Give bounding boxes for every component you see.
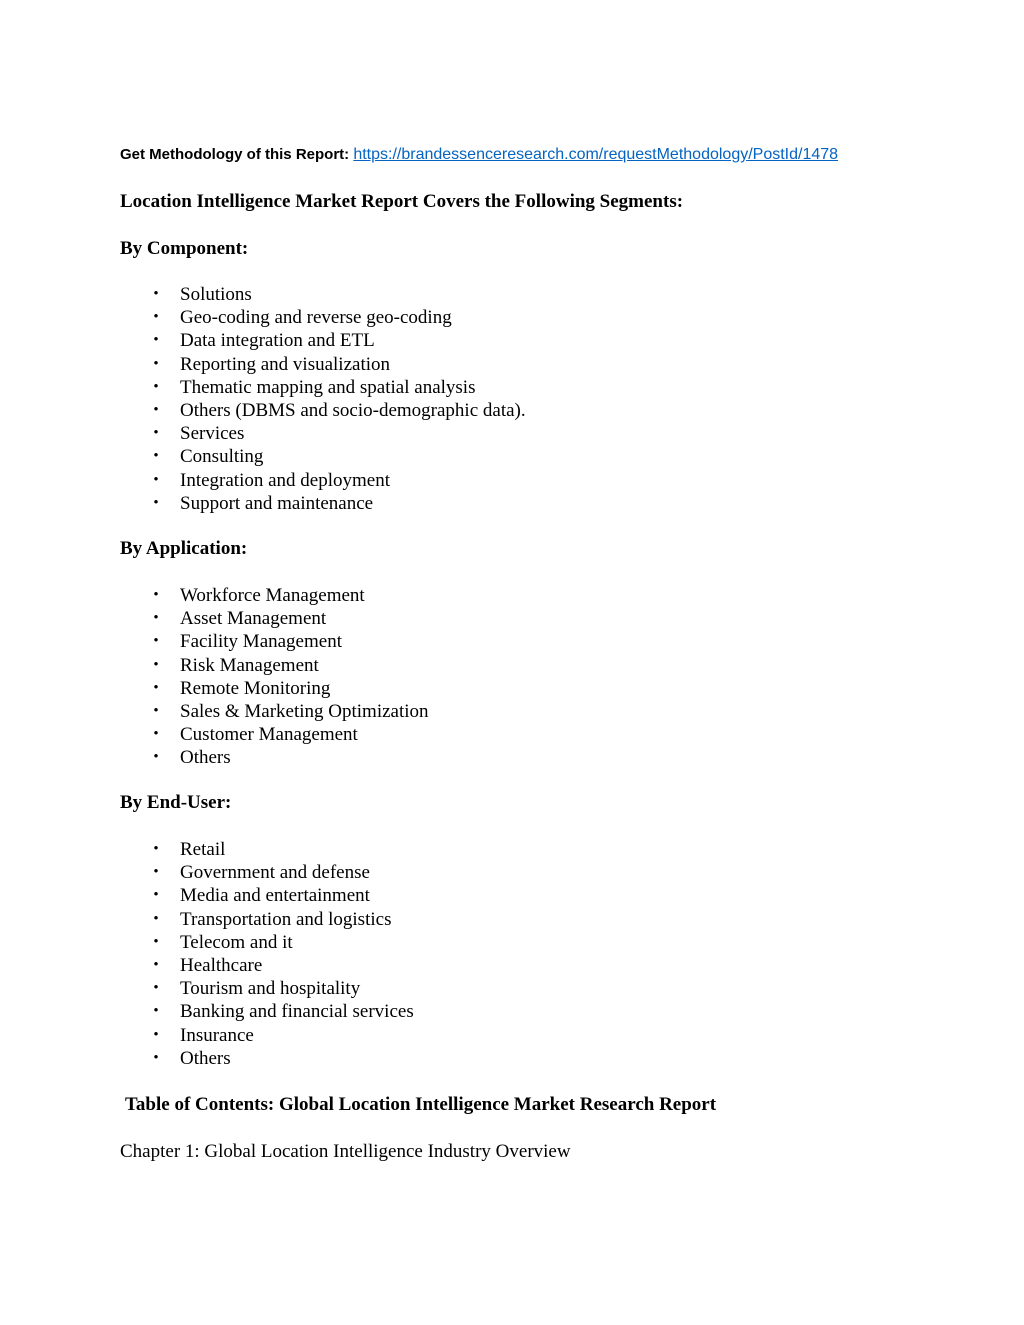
bullet-icon: • (153, 887, 159, 904)
list-item (150, 908, 414, 931)
bullet-icon: • (153, 933, 159, 950)
by-end-user-list (150, 838, 414, 1070)
list-item-text: Retail (180, 839, 226, 860)
list-item (150, 445, 526, 468)
bullet-icon: • (153, 749, 159, 766)
list-item-text: Support and maintenance (180, 492, 374, 514)
segments-title: Location Intelligence Market Report Covers the Following Segments: (120, 191, 684, 212)
list-item-text: Data integration and ETL (180, 330, 375, 352)
bullet-icon: • (153, 448, 159, 465)
list-item-text: Thematic mapping and spatial analysis (180, 376, 476, 398)
list-item-text: Others (DBMS and socio-demographic data). (180, 399, 526, 421)
list-item (150, 861, 414, 884)
list-item (150, 492, 526, 515)
list-item (150, 977, 414, 1000)
list-item-text: Consulting (180, 446, 264, 468)
bullet-icon: • (153, 1003, 159, 1020)
bullet-icon: • (153, 726, 159, 743)
bullet-icon: • (153, 425, 159, 442)
bullet-icon: • (153, 332, 159, 349)
bullet-icon: • (153, 702, 159, 719)
list-item-text: Customer Management (180, 724, 358, 746)
toc-title: Table of Contents: Global Location Intelligence Market Research Report (125, 1094, 717, 1115)
list-item-text: Healthcare (180, 954, 263, 976)
by-end-user-heading: By End-User: (120, 792, 232, 813)
list-item (150, 654, 429, 677)
by-component-heading: By Component: (120, 238, 249, 259)
bullet-icon: • (153, 355, 159, 372)
bullet-icon: • (153, 841, 159, 857)
list-item-text: Asset Management (180, 608, 327, 630)
list-item (150, 954, 414, 977)
methodology-line (120, 144, 838, 166)
list-item-text: Remote Monitoring (180, 677, 331, 699)
bullet-icon: • (153, 679, 159, 696)
list-item (150, 584, 429, 607)
list-item (150, 1000, 414, 1023)
list-item-text: Government and defense (180, 862, 370, 884)
bullet-icon: • (153, 587, 159, 603)
bullet-icon: • (153, 633, 159, 650)
list-item (150, 329, 526, 352)
bullet-icon: • (153, 1049, 159, 1066)
bullet-icon: • (153, 864, 159, 881)
list-item-text: Transportation and logistics (180, 908, 392, 930)
list-item-text: Banking and financial services (180, 1001, 414, 1023)
list-item-text: Others (180, 747, 231, 769)
list-item-text: Media and entertainment (180, 885, 370, 907)
chapter-1-line: Chapter 1: Global Location Intelligence Industry Overview (120, 1141, 571, 1162)
list-item (150, 353, 526, 376)
methodology-link[interactable]: https://brandessenceresearch.com/requestMethodology/PostId/1478 (353, 146, 839, 163)
bullet-icon: • (153, 910, 159, 927)
list-item (150, 399, 526, 422)
bullet-icon: • (153, 378, 159, 395)
list-item-text: Solutions (180, 284, 252, 305)
bullet-icon: • (153, 980, 159, 997)
list-item-text: Others (180, 1047, 231, 1069)
by-application-heading: By Application: (120, 538, 248, 559)
by-application-list (150, 584, 429, 770)
list-item (150, 422, 526, 445)
list-item-text: Risk Management (180, 654, 319, 676)
list-item-text: Telecom and it (180, 931, 293, 953)
list-item (150, 376, 526, 399)
list-item-text: Services (180, 423, 245, 445)
list-item-text: Insurance (180, 1024, 254, 1046)
by-component-list (150, 283, 526, 515)
methodology-label: Get Methodology of this Report: (120, 146, 350, 163)
list-item (150, 746, 429, 769)
list-item-text: Workforce Management (180, 585, 365, 606)
bullet-icon: • (153, 1026, 159, 1043)
list-item (150, 700, 429, 723)
bullet-icon: • (153, 610, 159, 627)
list-item (150, 931, 414, 954)
list-item (150, 469, 526, 492)
list-item-text: Integration and deployment (180, 469, 390, 491)
list-item (150, 884, 414, 907)
list-item-text: Facility Management (180, 631, 342, 653)
list-item (150, 677, 429, 700)
list-item (150, 630, 429, 653)
list-item-text: Sales & Marketing Optimization (180, 700, 429, 722)
list-item (150, 723, 429, 746)
bullet-icon: • (153, 494, 159, 511)
bullet-icon: • (153, 471, 159, 488)
bullet-icon: • (153, 956, 159, 973)
list-item-text: Reporting and visualization (180, 353, 391, 375)
list-item (150, 607, 429, 630)
bullet-icon: • (153, 309, 159, 326)
list-item (150, 306, 526, 329)
list-item (150, 283, 526, 306)
list-item-text: Geo-coding and reverse geo-coding (180, 307, 452, 329)
list-item-text: Tourism and hospitality (180, 978, 361, 1000)
bullet-icon: • (153, 656, 159, 673)
bullet-icon: • (153, 286, 159, 302)
bullet-icon: • (153, 401, 159, 418)
list-item (150, 1024, 414, 1047)
list-item (150, 838, 414, 861)
list-item (150, 1047, 414, 1070)
